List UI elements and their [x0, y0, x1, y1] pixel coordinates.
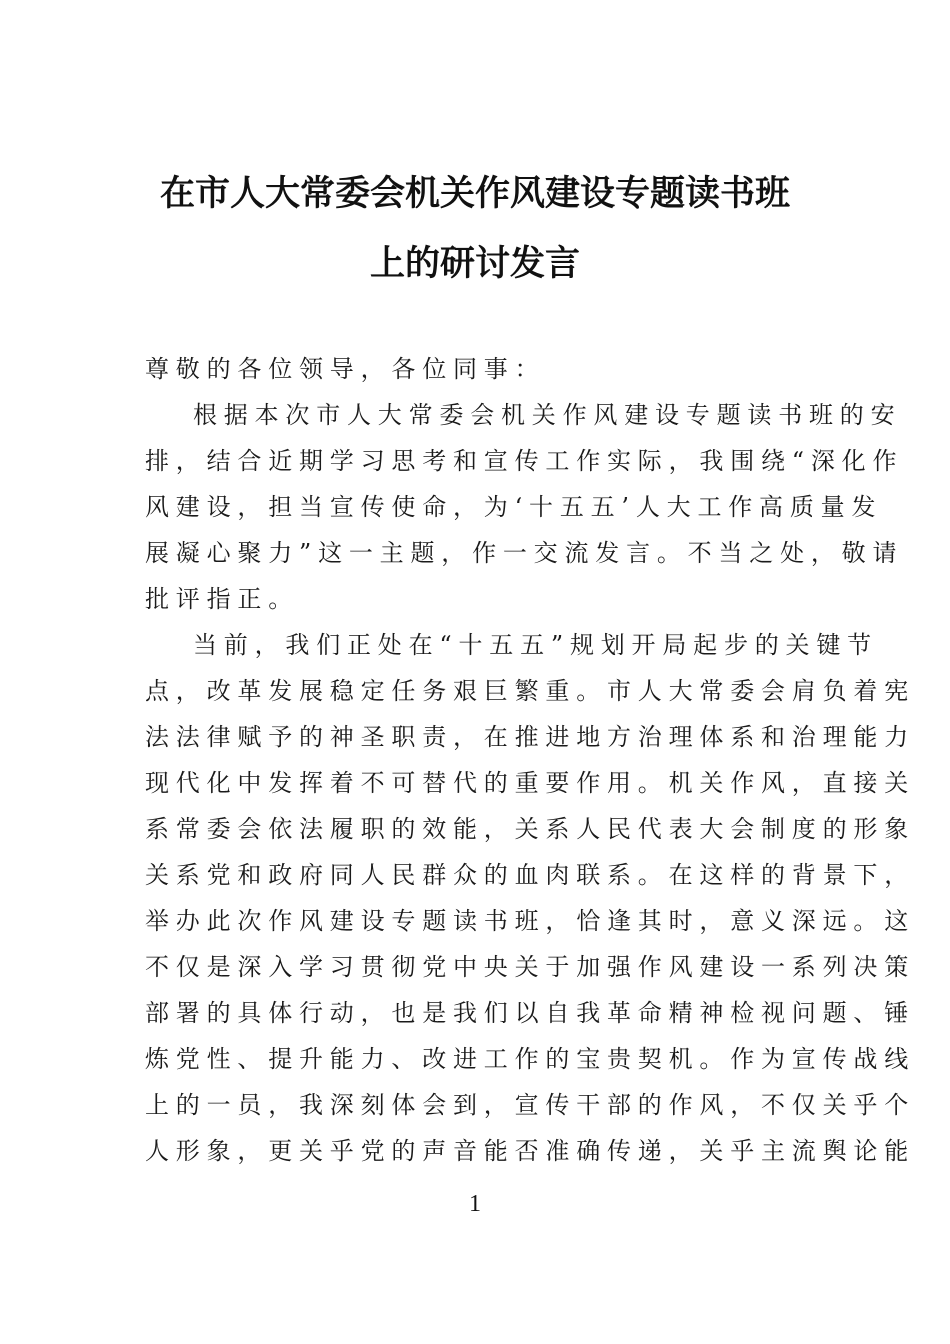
paragraph-2-line-11: 上的一员，我深刻体会到，宣传干部的作风，不仅关乎个: [145, 1091, 915, 1119]
paragraph-1-line-5: 批评指正。: [145, 585, 299, 613]
paragraph-2-line-8: 不仅是深入学习贯彻党中央关于加强作风建设一系列决策: [145, 953, 915, 981]
paragraph-1-line-4: 展凝心聚力”这一主题，作一交流发言。不当之处，敬请: [145, 539, 904, 567]
paragraph-2-line-1: 当前，我们正处在“十五五”规划开局起步的关键节: [193, 631, 878, 659]
paragraph-1-line-1: 根据本次市人大常委会机关作风建设专题读书班的安: [193, 401, 902, 429]
paragraph-1-line-3: 风建设，担当宣传使命，为‘十五五’人大工作高质量发: [145, 493, 883, 521]
page-number: 1: [469, 1191, 481, 1217]
paragraph-2-line-4: 现代化中发挥着不可替代的重要作用。机关作风，直接关: [145, 769, 915, 797]
paragraph-2-line-2: 点，改革发展稳定任务艰巨繁重。市人大常委会肩负着宪: [145, 677, 915, 705]
salutation: 尊敬的各位领导，各位同事：: [145, 355, 546, 383]
paragraph-2-line-9: 部署的具体行动，也是我们以自我革命精神检视问题、锤: [145, 999, 915, 1027]
title-line-2: 上的研讨发言: [369, 244, 580, 284]
paragraph-2-line-3: 法法律赋予的神圣职责，在推进地方治理体系和治理能力: [145, 723, 915, 751]
paragraph-2-line-12: 人形象，更关乎党的声音能否准确传递，关乎主流舆论能: [145, 1137, 915, 1165]
paragraph-2-line-6: 关系党和政府同人民群众的血肉联系。在这样的背景下，: [145, 861, 915, 889]
paragraph-2-line-5: 系常委会依法履职的效能，关系人民代表大会制度的形象: [145, 815, 915, 843]
paragraph-1-line-2: 排，结合近期学习思考和宣传工作实际，我围绕“深化作: [145, 447, 904, 475]
title-line-1: 在市人大常委会机关作风建设专题读书班: [159, 174, 790, 214]
paragraph-2-line-10: 炼党性、提升能力、改进工作的宝贵契机。作为宣传战线: [145, 1045, 915, 1073]
paragraph-2-line-7: 举办此次作风建设专题读书班，恰逢其时，意义深远。这: [145, 907, 915, 935]
